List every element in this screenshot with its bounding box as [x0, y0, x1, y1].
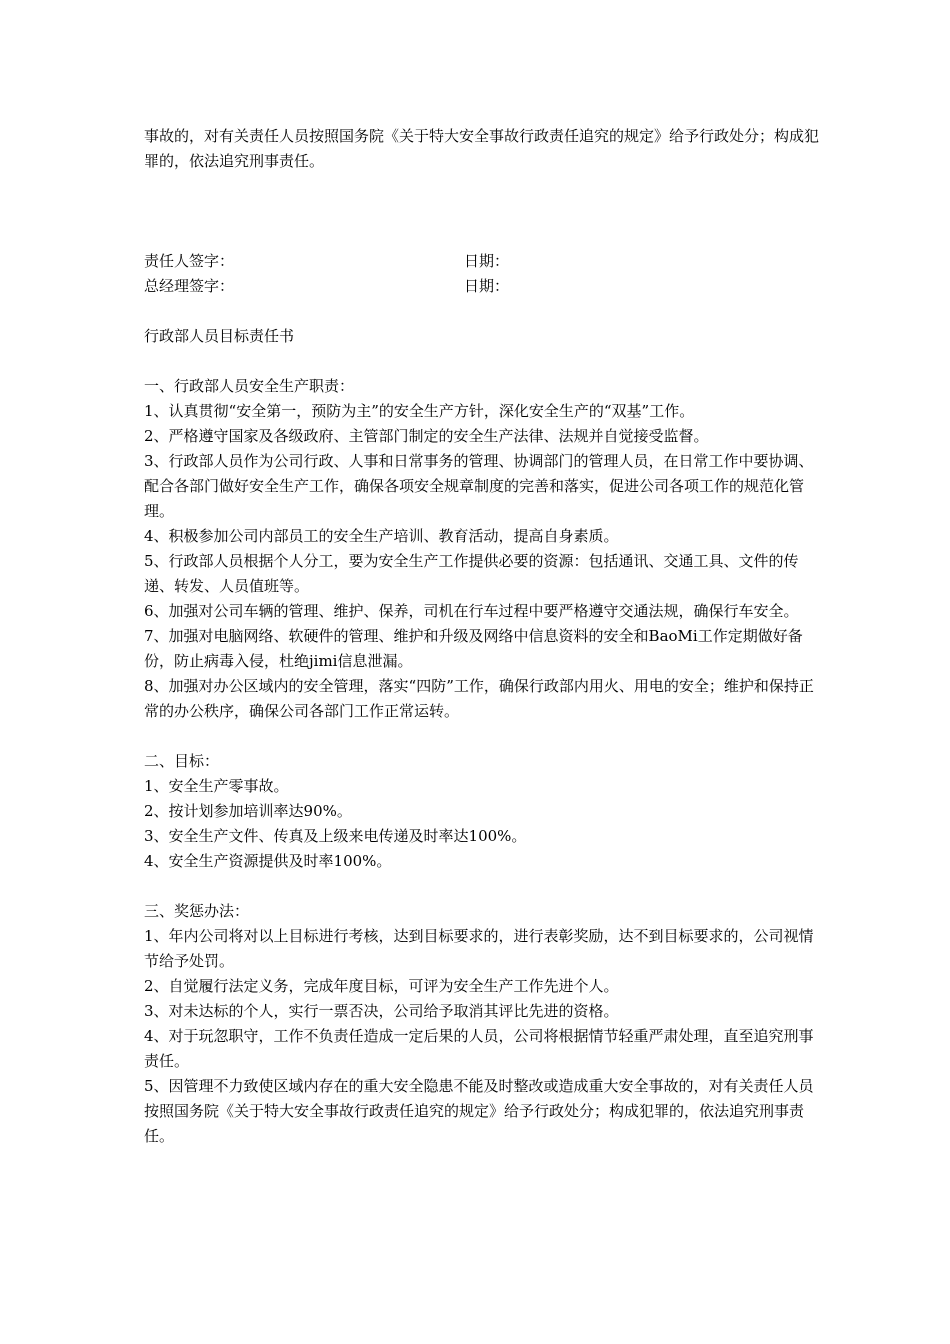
section1-heading: 一、行政部人员安全生产职责：	[144, 377, 355, 395]
spacer	[144, 174, 824, 224]
section1-item: 2、严格遵守国家及各级政府、主管部门制定的安全生产法律、法规并自觉接受监督。	[144, 427, 709, 445]
spacer	[144, 349, 824, 374]
section3-item: 5、因管理不力致使区域内存在的重大安全隐患不能及时整改或造成重大安全事故的，对有关责任人员按照国务院《关于特大安全事故行政责任追究的规定》给予行政处分；构成犯罪的，依法追究刑事责任。	[144, 1077, 814, 1145]
spacer	[144, 224, 824, 249]
responsible-signature-label: 责任人签字：	[144, 252, 235, 270]
section1-item: 6、加强对公司车辆的管理、维护、保养，司机在行车过程中要严格遵守交通法规，确保行车安全。	[144, 602, 799, 620]
section2-item: 4、安全生产资源提供及时率100%。	[144, 852, 392, 870]
section3-heading: 三、奖惩办法：	[144, 902, 250, 920]
intro-paragraph: 事故的，对有关责任人员按照国务院《关于特大安全事故行政责任追究的规定》给予行政处分；构成犯罪的，依法追究刑事责任。	[144, 127, 820, 170]
manager-signature-label: 总经理签字：	[144, 277, 235, 295]
section2-item: 1、安全生产零事故。	[144, 777, 289, 795]
spacer	[144, 874, 824, 899]
document-body	[144, 124, 824, 1149]
signature-row-responsible	[144, 249, 824, 274]
section1-item: 1、认真贯彻“安全第一，预防为主”的安全生产方针，深化安全生产的“双基”工作。	[144, 402, 695, 420]
section3-item: 3、对未达标的个人，实行一票否决，公司给予取消其评比先进的资格。	[144, 1002, 619, 1020]
section1-item: 4、积极参加公司内部员工的安全生产培训、教育活动，提高自身素质。	[144, 527, 619, 545]
section2-item: 3、安全生产文件、传真及上级来电传递及时率达100%。	[144, 827, 527, 845]
section1-item: 7、加强对电脑网络、软硬件的管理、维护和升级及网络中信息资料的安全和BaoMi工作定期做好备份，防止病毒入侵，杜绝jimi信息泄漏。	[144, 627, 803, 670]
section3-item: 1、年内公司将对以上目标进行考核，达到目标要求的，进行表彰奖励，达不到目标要求的，公司视情节给予处罚。	[144, 927, 814, 970]
section1-item: 5、行政部人员根据个人分工，要为安全生产工作提供必要的资源：包括通讯、交通工具、文件的传递、转发、人员值班等。	[144, 552, 799, 595]
spacer	[144, 299, 824, 324]
section1-item: 3、行政部人员作为公司行政、人事和日常事务的管理、协调部门的管理人员，在日常工作中要协调、配合各部门做好安全生产工作，确保各项安全规章制度的完善和落实，促进公司各项工作的规范化管理。	[144, 452, 814, 520]
section3-item: 2、自觉履行法定义务，完成年度目标，可评为安全生产工作先进个人。	[144, 977, 619, 995]
section2-heading: 二、目标：	[144, 752, 220, 770]
section2-item: 2、按计划参加培训率达90%。	[144, 802, 352, 820]
manager-date-label: 日期：	[464, 277, 510, 295]
responsible-date-label: 日期：	[464, 252, 510, 270]
spacer	[144, 724, 824, 749]
section1-item: 8、加强对办公区域内的安全管理，落实“四防”工作，确保行政部内用火、用电的安全；维护和保持正常的办公秩序，确保公司各部门工作正常运转。	[144, 677, 814, 720]
section3-item: 4、对于玩忽职守，工作不负责任造成一定后果的人员，公司将根据情节轻重严肃处理，直至追究刑事责任。	[144, 1027, 814, 1070]
document-title: 行政部人员目标责任书	[144, 327, 295, 345]
signature-row-manager	[144, 274, 824, 299]
